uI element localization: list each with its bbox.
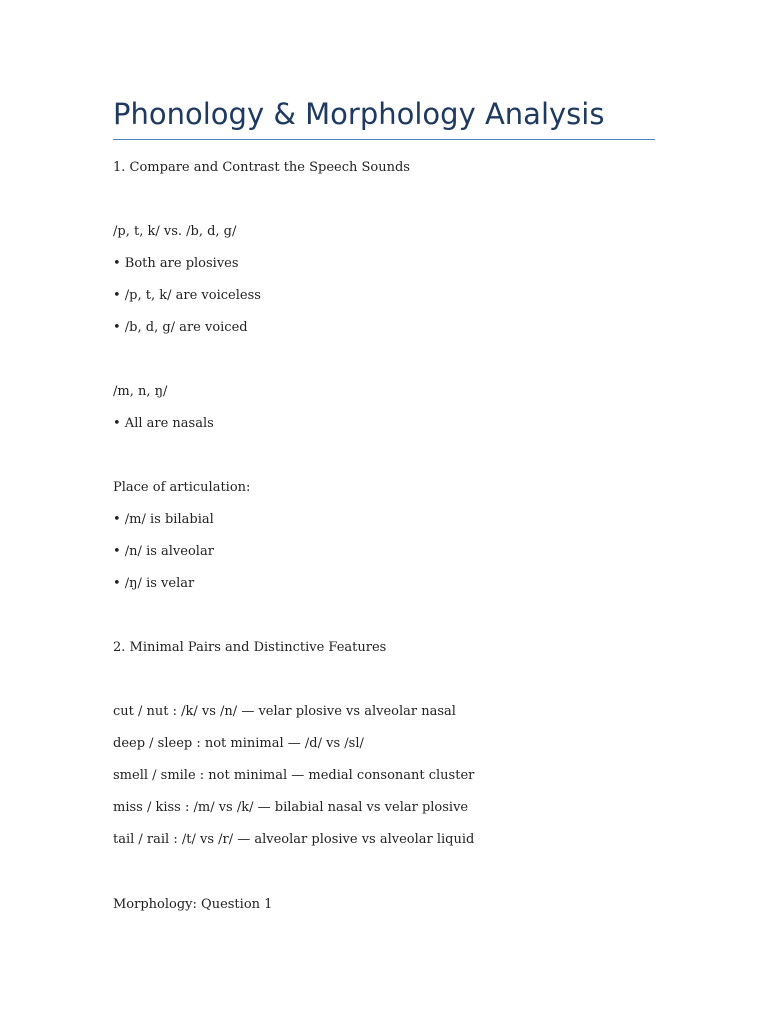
- plosives-bullet-voiceless: • /p, t, k/ are voiceless: [113, 288, 261, 303]
- section-heading-minimal-pairs: 2. Minimal Pairs and Distinctive Features: [113, 640, 387, 655]
- minimal-pair-cut-nut: cut / nut : /k/ vs /n/ — velar plosive vs alveolar nasal: [113, 704, 456, 719]
- plosives-group-header: /p, t, k/ vs. /b, d, g/: [113, 224, 237, 239]
- place-of-articulation-header: Place of articulation:: [113, 480, 251, 495]
- place-bullet-velar: • /ŋ/ is velar: [113, 576, 195, 591]
- section-heading-speech-sounds: 1. Compare and Contrast the Speech Sounds: [113, 160, 410, 175]
- plosives-bullet-both-plosives: • Both are plosives: [113, 256, 239, 271]
- place-bullet-alveolar: • /n/ is alveolar: [113, 544, 214, 559]
- minimal-pair-miss-kiss: miss / kiss : /m/ vs /k/ — bilabial nasal vs velar plosive: [113, 800, 469, 815]
- place-bullet-bilabial: • /m/ is bilabial: [113, 512, 214, 527]
- document-title: Phonology & Morphology Analysis: [113, 97, 605, 131]
- minimal-pair-deep-sleep: deep / sleep : not minimal — /d/ vs /sl/: [113, 736, 364, 751]
- nasals-group-header: /m, n, ŋ/: [113, 384, 168, 399]
- minimal-pair-tail-rail: tail / rail : /t/ vs /r/ — alveolar plosive vs alveolar liquid: [113, 832, 475, 847]
- section-heading-morphology: Morphology: Question 1: [113, 897, 273, 912]
- plosives-bullet-voiced: • /b, d, g/ are voiced: [113, 320, 248, 335]
- nasals-bullet-all-nasals: • All are nasals: [113, 416, 214, 431]
- minimal-pair-smell-smile: smell / smile : not minimal — medial consonant cluster: [113, 768, 475, 783]
- title-underline-divider: [113, 139, 655, 140]
